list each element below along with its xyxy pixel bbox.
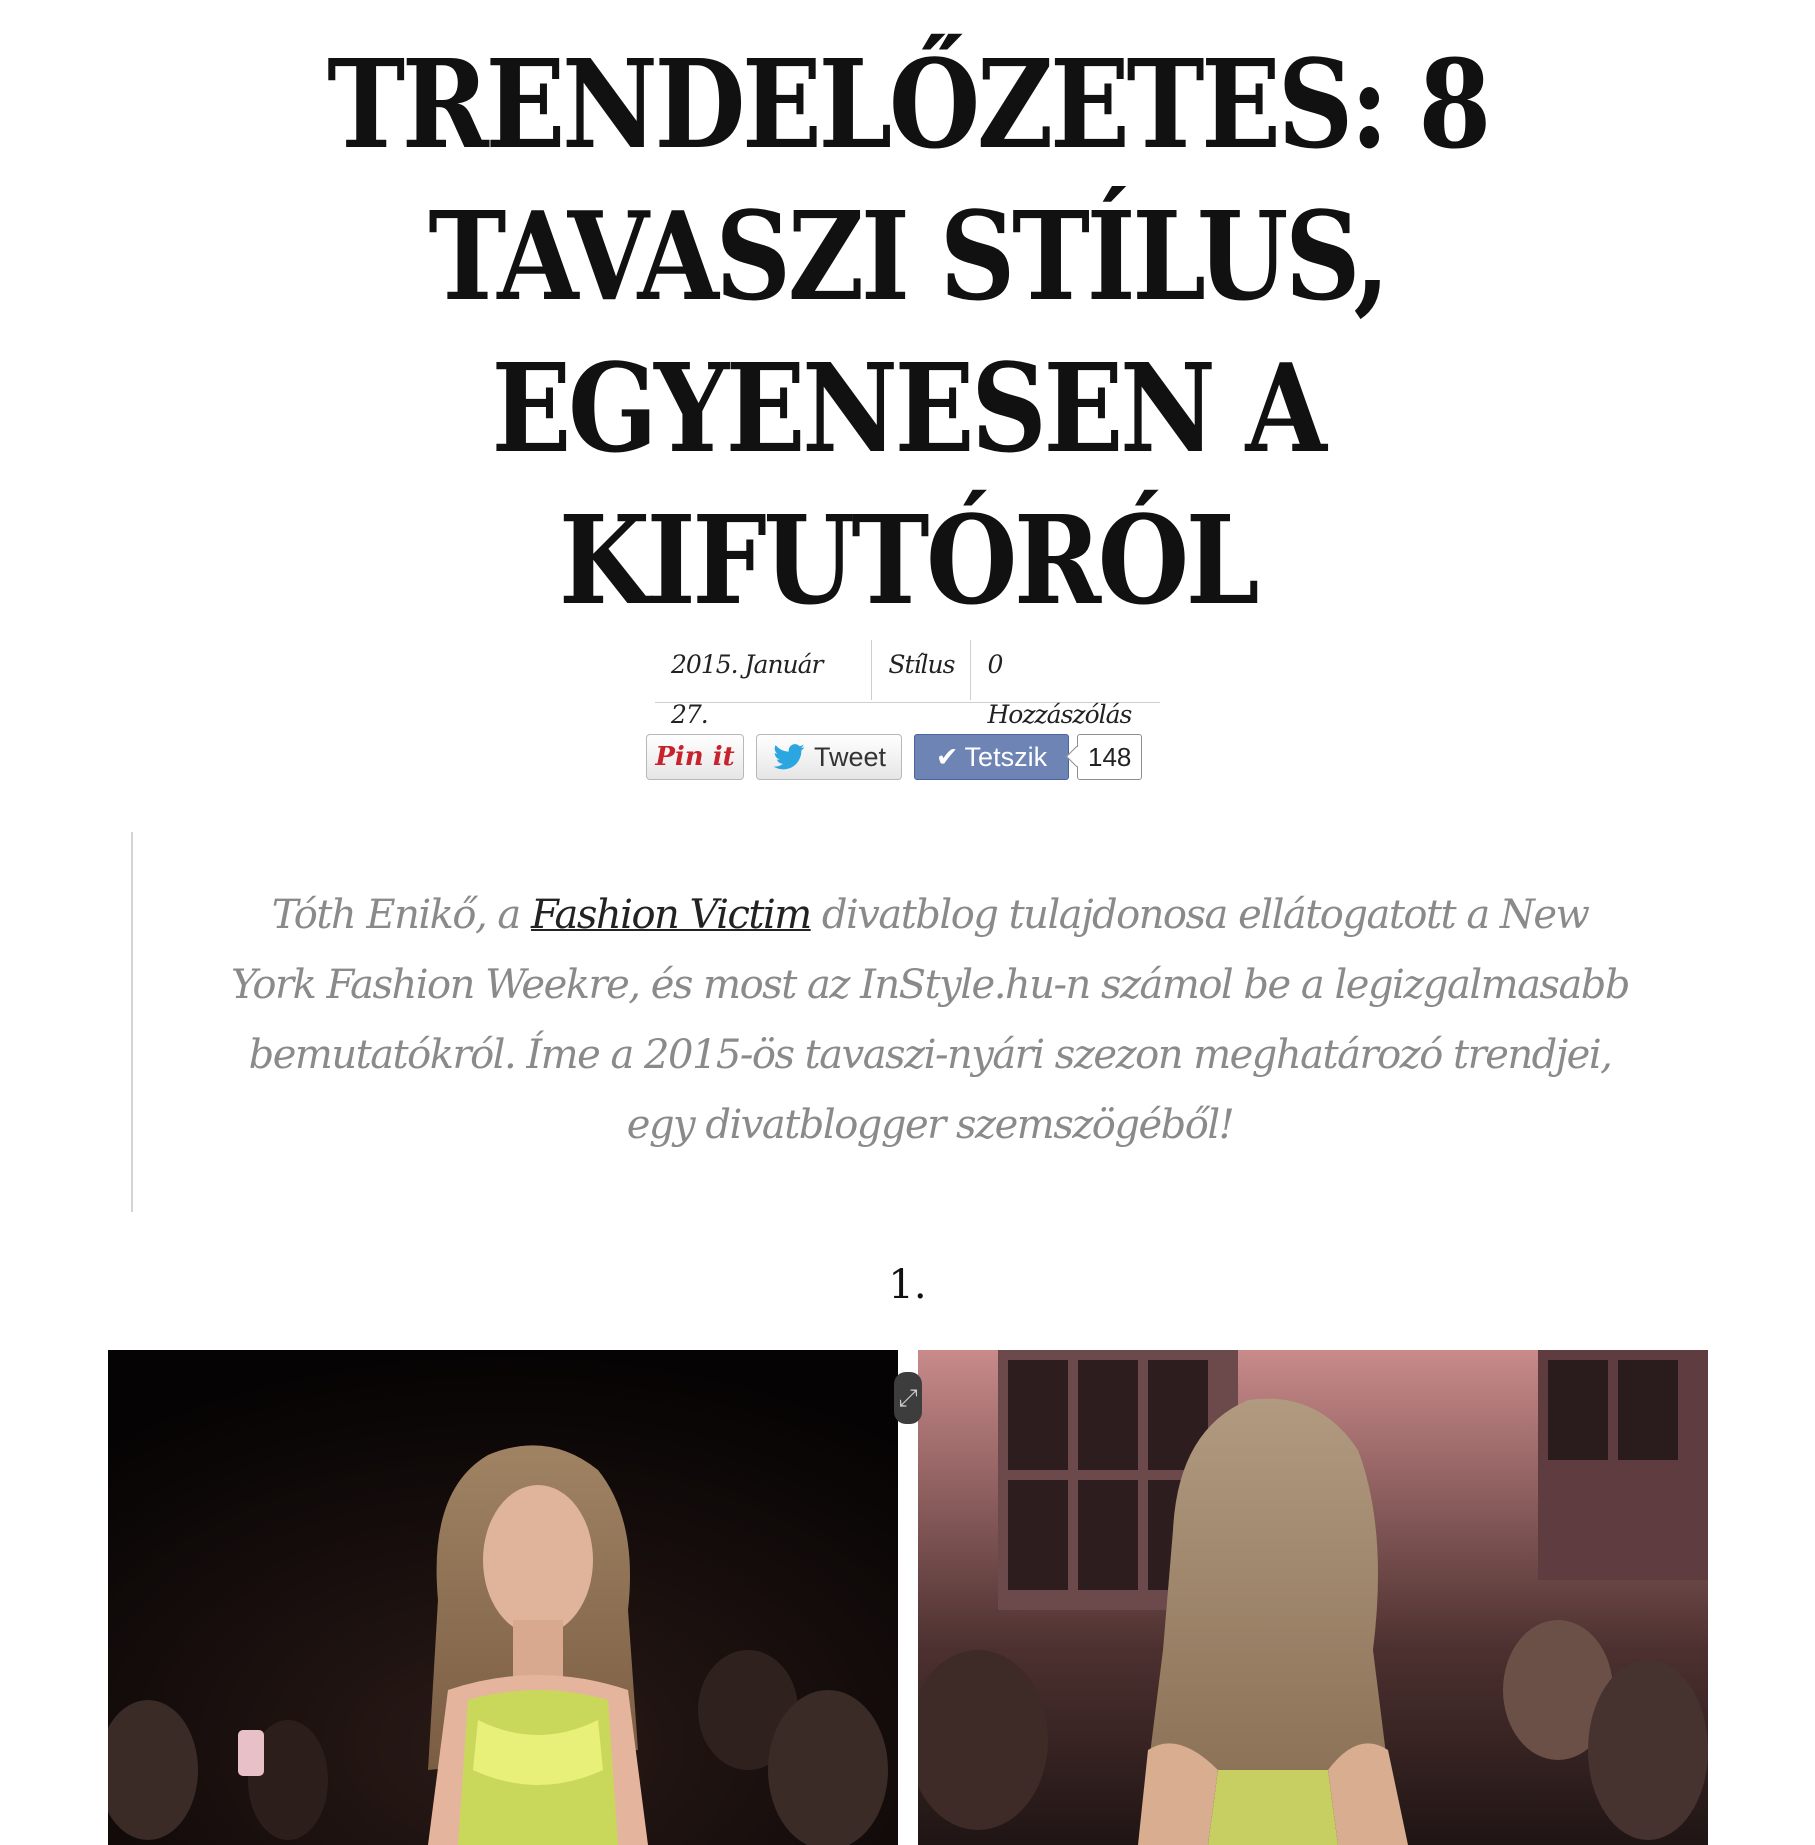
like-label: Tetszik <box>964 741 1048 772</box>
runway-photo-front[interactable] <box>108 1350 898 1845</box>
article-meta <box>655 640 1160 729</box>
facebook-like-button[interactable] <box>914 734 1069 780</box>
article-date: 2015. Január 27. <box>671 650 823 729</box>
expand-arrows-icon[interactable]: ⤢ <box>894 1372 922 1424</box>
runway-photo-front-image <box>108 1350 898 1845</box>
tweet-button[interactable] <box>756 734 902 780</box>
runway-photo-back[interactable] <box>918 1350 1708 1845</box>
like-count-bubble: 148 <box>1077 734 1142 780</box>
lead-text-after: divatblog tulajdonosa ellátogatott a New York Fashion Weekre, és most az InStyle.hu-n számol be a legizgalmasabb bemutatókról. Íme a 2015-ös tavaszi-nyári szezon meghatározó trendjei, egy divatblogger szemszögéből! <box>230 892 1630 1148</box>
pin-it-button[interactable] <box>646 734 744 780</box>
pin-it-label: Pin it <box>655 742 735 772</box>
fashion-victim-link[interactable]: Fashion Victim <box>530 892 811 938</box>
twitter-bird-icon <box>772 744 806 770</box>
category-link[interactable]: Stílus <box>888 650 955 679</box>
photo-divider <box>898 1350 918 1845</box>
runway-photo-back-image <box>918 1350 1708 1845</box>
section-number: 1. <box>888 1262 927 1308</box>
blockquote-bar <box>131 832 133 1212</box>
checkmark-icon: ✔ <box>935 741 959 772</box>
article-title: TRENDELŐZETES: 8 TAVASZI STÍLUS, EGYENESEN A KIFUTÓRÓL <box>327 32 1488 632</box>
social-share-bar <box>646 732 1142 782</box>
tweet-label: Tweet <box>813 741 887 772</box>
comments-link[interactable]: 0 Hozzászólás <box>987 650 1132 729</box>
lead-text-before: Tóth Enikő, a <box>271 892 531 938</box>
article-lead <box>230 880 1630 1160</box>
